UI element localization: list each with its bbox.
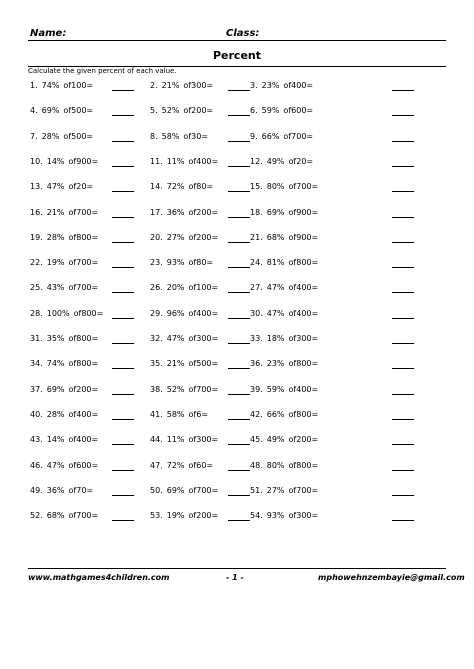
problem-percent: 74% — [41, 81, 60, 90]
problem-percent: 49% — [266, 435, 285, 444]
answer-blank[interactable] — [228, 155, 250, 167]
answer-blank[interactable] — [228, 104, 250, 116]
problem-item — [30, 206, 98, 220]
answer-blank[interactable] — [392, 332, 414, 344]
problem-value: of300= — [183, 81, 214, 90]
problem-item — [30, 459, 98, 473]
header-rule — [28, 40, 446, 41]
problem-number: 5. — [150, 106, 158, 115]
problem-number: 11. — [150, 157, 163, 166]
problem-value: of100= — [188, 283, 219, 292]
problem-value: of700= — [188, 486, 219, 495]
problem-percent: 100% — [46, 309, 70, 318]
answer-blank[interactable] — [112, 383, 134, 395]
problem-number: 23. — [150, 258, 163, 267]
problem-item — [150, 484, 218, 498]
answer-blank[interactable] — [112, 357, 134, 369]
problem-percent: 66% — [266, 410, 285, 419]
answer-blank[interactable] — [228, 256, 250, 268]
problem-number: 46. — [30, 461, 43, 470]
problem-percent: 59% — [266, 385, 285, 394]
problem-percent: 80% — [266, 182, 285, 191]
answer-blank[interactable] — [392, 383, 414, 395]
problem-value: of400= — [288, 385, 319, 394]
problem-percent: 52% — [161, 106, 180, 115]
problem-percent: 93% — [266, 511, 285, 520]
problem-item — [150, 408, 208, 422]
problem-number: 21. — [250, 233, 263, 242]
problem-item — [150, 383, 218, 397]
problem-item — [30, 509, 98, 523]
problem-percent: 21% — [166, 359, 185, 368]
answer-blank[interactable] — [112, 433, 134, 445]
problem-percent: 21% — [46, 208, 65, 217]
answer-blank[interactable] — [112, 206, 134, 218]
problem-value: of400= — [288, 283, 319, 292]
problem-value: of70= — [68, 486, 94, 495]
problem-percent: 72% — [166, 182, 185, 191]
problem-number: 28. — [30, 309, 43, 318]
problem-item — [30, 79, 93, 93]
problem-percent: 68% — [266, 233, 285, 242]
problem-value: of20= — [68, 182, 94, 191]
problem-percent: 47% — [46, 461, 65, 470]
problem-number: 22. — [30, 258, 43, 267]
class-label: Class: — [226, 28, 260, 39]
problem-value: of700= — [68, 511, 99, 520]
answer-blank[interactable] — [228, 408, 250, 420]
problem-number: 43. — [30, 435, 43, 444]
problem-percent: 69% — [46, 385, 65, 394]
answer-blank[interactable] — [112, 459, 134, 471]
answer-blank[interactable] — [392, 433, 414, 445]
problem-number: 2. — [150, 81, 158, 90]
problem-item — [250, 180, 318, 194]
problem-item — [30, 155, 98, 169]
problem-item — [250, 408, 318, 422]
problem-percent: 58% — [166, 410, 185, 419]
problem-number: 31. — [30, 334, 43, 343]
answer-blank[interactable] — [112, 509, 134, 521]
problem-item — [30, 383, 98, 397]
problem-number: 44. — [150, 435, 163, 444]
problem-percent: 28% — [46, 233, 65, 242]
problem-number: 13. — [30, 182, 43, 191]
problem-value: of500= — [63, 106, 94, 115]
problem-value: of200= — [188, 233, 219, 242]
problem-percent: 69% — [41, 106, 60, 115]
problem-percent: 81% — [266, 258, 285, 267]
problem-value: of700= — [188, 385, 219, 394]
instructions: Calculate the given percent of each value. — [28, 67, 177, 75]
problem-percent: 68% — [46, 511, 65, 520]
problem-percent: 27% — [166, 233, 185, 242]
answer-blank[interactable] — [392, 104, 414, 116]
problem-item — [150, 281, 218, 295]
problem-value: of6= — [188, 410, 209, 419]
answer-blank[interactable] — [228, 383, 250, 395]
problem-value: of800= — [68, 359, 99, 368]
problem-number: 26. — [150, 283, 163, 292]
answer-blank[interactable] — [228, 130, 250, 142]
problem-percent: 69% — [166, 486, 185, 495]
footer-website: www.mathgames4children.com — [28, 573, 170, 582]
problem-value: of400= — [68, 410, 99, 419]
answer-blank[interactable] — [228, 180, 250, 192]
problem-percent: 47% — [266, 309, 285, 318]
problem-item — [150, 433, 218, 447]
problem-value: of800= — [288, 359, 319, 368]
problem-percent: 52% — [166, 385, 185, 394]
problem-value: of700= — [283, 132, 314, 141]
problem-item — [150, 256, 213, 270]
problem-number: 51. — [250, 486, 263, 495]
problem-percent: 93% — [166, 258, 185, 267]
problem-percent: 69% — [266, 208, 285, 217]
problem-value: of900= — [68, 157, 99, 166]
problem-number: 37. — [30, 385, 43, 394]
answer-blank[interactable] — [392, 206, 414, 218]
problem-item — [150, 206, 218, 220]
answer-blank[interactable] — [392, 459, 414, 471]
problem-value: of800= — [288, 258, 319, 267]
footer-page-number: - 1 - — [226, 573, 244, 582]
answer-blank[interactable] — [112, 307, 134, 319]
problem-value: of100= — [63, 81, 94, 90]
problem-value: of400= — [283, 81, 314, 90]
problem-number: 9. — [250, 132, 258, 141]
problem-item — [150, 155, 218, 169]
problem-number: 50. — [150, 486, 163, 495]
problem-number: 49. — [30, 486, 43, 495]
problem-number: 19. — [30, 233, 43, 242]
problem-number: 3. — [250, 81, 258, 90]
problem-percent: 59% — [261, 106, 280, 115]
problem-item — [250, 459, 318, 473]
problem-item — [250, 509, 318, 523]
page-title: Percent — [212, 49, 262, 62]
problem-item — [150, 231, 218, 245]
problem-number: 34. — [30, 359, 43, 368]
problem-value: of900= — [288, 208, 319, 217]
answer-blank[interactable] — [392, 509, 414, 521]
problem-value: of800= — [288, 461, 319, 470]
answer-blank[interactable] — [228, 459, 250, 471]
answer-blank[interactable] — [112, 104, 134, 116]
problem-number: 35. — [150, 359, 163, 368]
answer-blank[interactable] — [392, 79, 414, 91]
problem-item — [30, 433, 98, 447]
problem-item — [250, 79, 313, 93]
problem-value: of200= — [188, 208, 219, 217]
answer-blank[interactable] — [112, 332, 134, 344]
answer-blank[interactable] — [392, 408, 414, 420]
problem-number: 40. — [30, 410, 43, 419]
problem-percent: 20% — [166, 283, 185, 292]
problem-item — [30, 281, 98, 295]
problem-number: 36. — [250, 359, 263, 368]
problem-percent: 36% — [46, 486, 65, 495]
problem-item — [30, 180, 93, 194]
problem-number: 8. — [150, 132, 158, 141]
problem-number: 33. — [250, 334, 263, 343]
problem-percent: 11% — [166, 435, 185, 444]
problem-value: of200= — [188, 511, 219, 520]
problem-percent: 72% — [166, 461, 185, 470]
problem-item — [250, 484, 318, 498]
problem-percent: 80% — [266, 461, 285, 470]
answer-blank[interactable] — [112, 79, 134, 91]
problem-number: 17. — [150, 208, 163, 217]
problem-percent: 47% — [166, 334, 185, 343]
problem-value: of700= — [288, 486, 319, 495]
problem-percent: 28% — [41, 132, 60, 141]
problem-value: of800= — [288, 410, 319, 419]
answer-blank[interactable] — [392, 155, 414, 167]
answer-blank[interactable] — [392, 281, 414, 293]
problem-number: 32. — [150, 334, 163, 343]
problem-value: of20= — [288, 157, 314, 166]
problem-item — [250, 104, 313, 118]
problem-item — [30, 307, 103, 321]
problem-value: of800= — [68, 334, 99, 343]
problem-item — [250, 281, 318, 295]
problem-number: 15. — [250, 182, 263, 191]
problem-percent: 19% — [166, 511, 185, 520]
problem-number: 48. — [250, 461, 263, 470]
answer-blank[interactable] — [228, 79, 250, 91]
answer-blank[interactable] — [228, 484, 250, 496]
answer-blank[interactable] — [112, 256, 134, 268]
answer-blank[interactable] — [392, 357, 414, 369]
answer-blank[interactable] — [392, 231, 414, 243]
problem-percent: 28% — [46, 410, 65, 419]
problem-value: of30= — [183, 132, 209, 141]
problem-number: 14. — [150, 182, 163, 191]
problem-number: 29. — [150, 309, 163, 318]
problem-value: of80= — [188, 182, 214, 191]
problem-item — [250, 231, 318, 245]
problem-item — [250, 130, 313, 144]
answer-blank[interactable] — [228, 332, 250, 344]
problem-item — [250, 206, 318, 220]
problem-item — [150, 79, 213, 93]
problem-percent: 18% — [266, 334, 285, 343]
problem-number: 10. — [30, 157, 43, 166]
problem-value: of700= — [68, 283, 99, 292]
problem-percent: 36% — [166, 208, 185, 217]
problem-number: 54. — [250, 511, 263, 520]
problem-item — [30, 408, 98, 422]
answer-blank[interactable] — [228, 206, 250, 218]
answer-blank[interactable] — [112, 484, 134, 496]
problem-item — [150, 104, 213, 118]
problem-number: 27. — [250, 283, 263, 292]
problem-number: 18. — [250, 208, 263, 217]
problem-value: of800= — [73, 309, 104, 318]
answer-blank[interactable] — [112, 130, 134, 142]
problem-item — [30, 256, 98, 270]
answer-blank[interactable] — [112, 408, 134, 420]
problem-number: 41. — [150, 410, 163, 419]
answer-blank[interactable] — [112, 231, 134, 243]
problem-value: of800= — [68, 233, 99, 242]
problem-number: 38. — [150, 385, 163, 394]
problem-number: 4. — [30, 106, 38, 115]
problem-value: of400= — [288, 309, 319, 318]
answer-blank[interactable] — [228, 281, 250, 293]
problem-value: of400= — [188, 157, 219, 166]
answer-blank[interactable] — [392, 307, 414, 319]
problem-item — [30, 357, 98, 371]
problem-percent: 19% — [46, 258, 65, 267]
problem-percent: 47% — [266, 283, 285, 292]
problem-number: 39. — [250, 385, 263, 394]
problem-item — [150, 332, 218, 346]
problem-item — [150, 459, 213, 473]
problem-percent: 11% — [166, 157, 185, 166]
answer-blank[interactable] — [228, 307, 250, 319]
problem-value: of400= — [188, 309, 219, 318]
problem-item — [30, 104, 93, 118]
problem-number: 45. — [250, 435, 263, 444]
problem-number: 6. — [250, 106, 258, 115]
problem-value: of60= — [188, 461, 214, 470]
problem-value: of500= — [188, 359, 219, 368]
problem-percent: 43% — [46, 283, 65, 292]
problem-percent: 14% — [46, 435, 65, 444]
problem-item — [250, 256, 318, 270]
problem-number: 12. — [250, 157, 263, 166]
problem-value: of200= — [288, 435, 319, 444]
problem-value: of200= — [183, 106, 214, 115]
problem-value: of700= — [288, 182, 319, 191]
problem-value: of300= — [288, 511, 319, 520]
answer-blank[interactable] — [392, 180, 414, 192]
problem-percent: 21% — [161, 81, 180, 90]
problem-item — [150, 307, 218, 321]
problem-item — [250, 357, 318, 371]
problem-value: of600= — [68, 461, 99, 470]
problem-percent: 35% — [46, 334, 65, 343]
problem-number: 7. — [30, 132, 38, 141]
problem-value: of600= — [283, 106, 314, 115]
footer-rule — [28, 568, 446, 569]
problem-percent: 14% — [46, 157, 65, 166]
problem-item — [150, 357, 218, 371]
problem-percent: 96% — [166, 309, 185, 318]
answer-blank[interactable] — [228, 509, 250, 521]
answer-blank[interactable] — [392, 256, 414, 268]
answer-blank[interactable] — [228, 357, 250, 369]
problem-percent: 66% — [261, 132, 280, 141]
problem-number: 20. — [150, 233, 163, 242]
problem-number: 47. — [150, 461, 163, 470]
answer-blank[interactable] — [228, 433, 250, 445]
problem-percent: 58% — [161, 132, 180, 141]
problem-value: of900= — [288, 233, 319, 242]
problem-item — [250, 383, 318, 397]
problem-item — [30, 332, 98, 346]
answer-blank[interactable] — [112, 180, 134, 192]
answer-blank[interactable] — [392, 130, 414, 142]
problem-item — [30, 231, 98, 245]
problem-number: 42. — [250, 410, 263, 419]
problem-item — [250, 433, 318, 447]
problem-percent: 23% — [261, 81, 280, 90]
answer-blank[interactable] — [228, 231, 250, 243]
problem-number: 53. — [150, 511, 163, 520]
name-label: Name: — [30, 28, 67, 39]
problem-item — [150, 180, 213, 194]
problem-value: of400= — [68, 435, 99, 444]
problem-value: of500= — [63, 132, 94, 141]
problem-value: of700= — [68, 258, 99, 267]
problem-value: of80= — [188, 258, 214, 267]
problem-item — [150, 509, 218, 523]
problem-percent: 49% — [266, 157, 285, 166]
problem-item — [250, 332, 318, 346]
problem-item — [250, 155, 313, 169]
problem-number: 52. — [30, 511, 43, 520]
answer-blank[interactable] — [392, 484, 414, 496]
problem-value: of300= — [288, 334, 319, 343]
problem-value: of300= — [188, 435, 219, 444]
problem-percent: 27% — [266, 486, 285, 495]
problem-percent: 74% — [46, 359, 65, 368]
problem-item — [150, 130, 208, 144]
problem-value: of200= — [68, 385, 99, 394]
answer-blank[interactable] — [112, 155, 134, 167]
problem-value: of700= — [68, 208, 99, 217]
problem-number: 16. — [30, 208, 43, 217]
problem-number: 24. — [250, 258, 263, 267]
problem-item — [30, 130, 93, 144]
problem-number: 25. — [30, 283, 43, 292]
answer-blank[interactable] — [112, 281, 134, 293]
problem-percent: 47% — [46, 182, 65, 191]
problem-number: 30. — [250, 309, 263, 318]
problem-item — [250, 307, 318, 321]
problem-value: of300= — [188, 334, 219, 343]
problem-number: 1. — [30, 81, 38, 90]
problem-item — [30, 484, 93, 498]
problem-percent: 23% — [266, 359, 285, 368]
footer-email: mphowehnzembayie@gmail.com — [318, 573, 465, 582]
